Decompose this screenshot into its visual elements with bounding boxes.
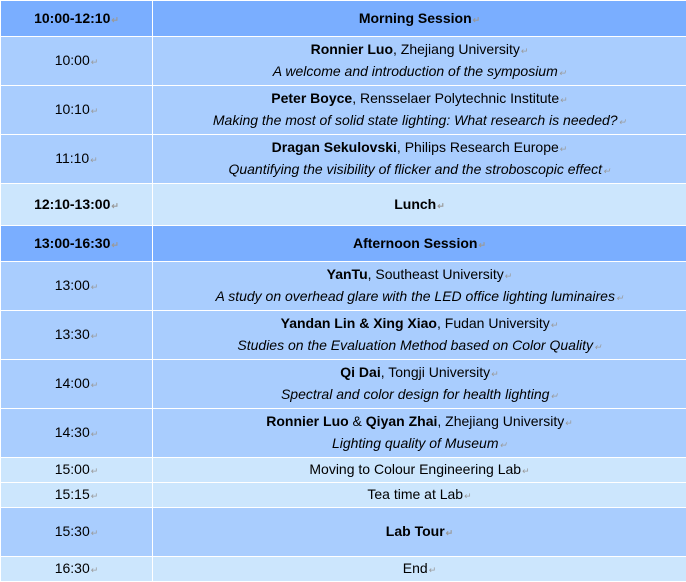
session-label-cell: Morning Session↵: [153, 1, 686, 37]
speaker-line: Ronnier Luo & Qiyan Zhai, Zhejiang University↵: [266, 413, 573, 429]
talk-row: [1, 86, 686, 135]
lab-tour-row: [1, 508, 686, 557]
talk-cell: [153, 37, 686, 86]
talk-row: [1, 135, 686, 184]
time-cell: 14:30↵: [1, 409, 153, 458]
talk-title: A welcome and introduction of the symposium↵: [153, 61, 686, 83]
talk-title: Spectral and color design for health lighting↵: [153, 384, 686, 406]
talk-cell: [153, 262, 686, 311]
talk-row: [1, 409, 686, 458]
talk-title: Quantifying the visibility of flicker and the stroboscopic effect↵: [153, 159, 686, 181]
speaker-line: Ronnier Luo, Zhejiang University↵: [311, 41, 529, 57]
time-cell: 10:00-12:10↵: [1, 1, 153, 37]
time-cell: 12:10-13:00↵: [1, 184, 153, 226]
speaker-line: YanTu, Southeast University↵: [327, 266, 513, 282]
talk-cell: [153, 311, 686, 360]
event-cell: End↵: [153, 557, 686, 582]
talk-row: [1, 360, 686, 409]
time-cell: 10:00↵: [1, 37, 153, 86]
time-cell: 11:10↵: [1, 135, 153, 184]
end-row: [1, 557, 686, 582]
time-cell: 10:10↵: [1, 86, 153, 135]
event-cell: Moving to Colour Engineering Lab↵: [153, 458, 686, 483]
talk-cell: [153, 86, 686, 135]
talk-title: Studies on the Evaluation Method based on Color Quality↵: [153, 335, 686, 357]
time-cell: 13:00↵: [1, 262, 153, 311]
speaker-line: Peter Boyce, Rensselaer Polytechnic Institute↵: [271, 90, 567, 106]
time-cell: 15:30↵: [1, 508, 153, 557]
talk-title: A study on overhead glare with the LED office lighting luminaires↵: [153, 286, 686, 308]
talk-title: Making the most of solid state lighting: What research is needed?↵: [153, 110, 686, 132]
session-label-cell: Afternoon Session↵: [153, 226, 686, 262]
afternoon-session-header-row: [1, 226, 686, 262]
time-cell: 16:30↵: [1, 557, 153, 582]
lunch-label-cell: Lunch↵: [153, 184, 686, 226]
lunch-row: [1, 184, 686, 226]
moving-row: [1, 458, 686, 483]
morning-session-header-row: [1, 1, 686, 37]
talk-title: Lighting quality of Museum↵: [153, 433, 686, 455]
tea-row: [1, 483, 686, 508]
talk-cell: [153, 135, 686, 184]
time-cell: 15:15↵: [1, 483, 153, 508]
speaker-line: Yandan Lin & Xing Xiao, Fudan University↵: [281, 315, 559, 331]
event-cell: Tea time at Lab↵: [153, 483, 686, 508]
talk-cell: [153, 360, 686, 409]
time-cell: 14:00↵: [1, 360, 153, 409]
speaker-line: Qi Dai, Tongji University↵: [340, 364, 498, 380]
talk-row: [1, 311, 686, 360]
talk-cell: [153, 409, 686, 458]
talk-row: [1, 37, 686, 86]
time-cell: 13:30↵: [1, 311, 153, 360]
event-cell: Lab Tour↵: [153, 508, 686, 557]
speaker-line: Dragan Sekulovski, Philips Research Europe↵: [272, 139, 568, 155]
time-cell: 15:00↵: [1, 458, 153, 483]
time-cell: 13:00-16:30↵: [1, 226, 153, 262]
talk-row: [1, 262, 686, 311]
